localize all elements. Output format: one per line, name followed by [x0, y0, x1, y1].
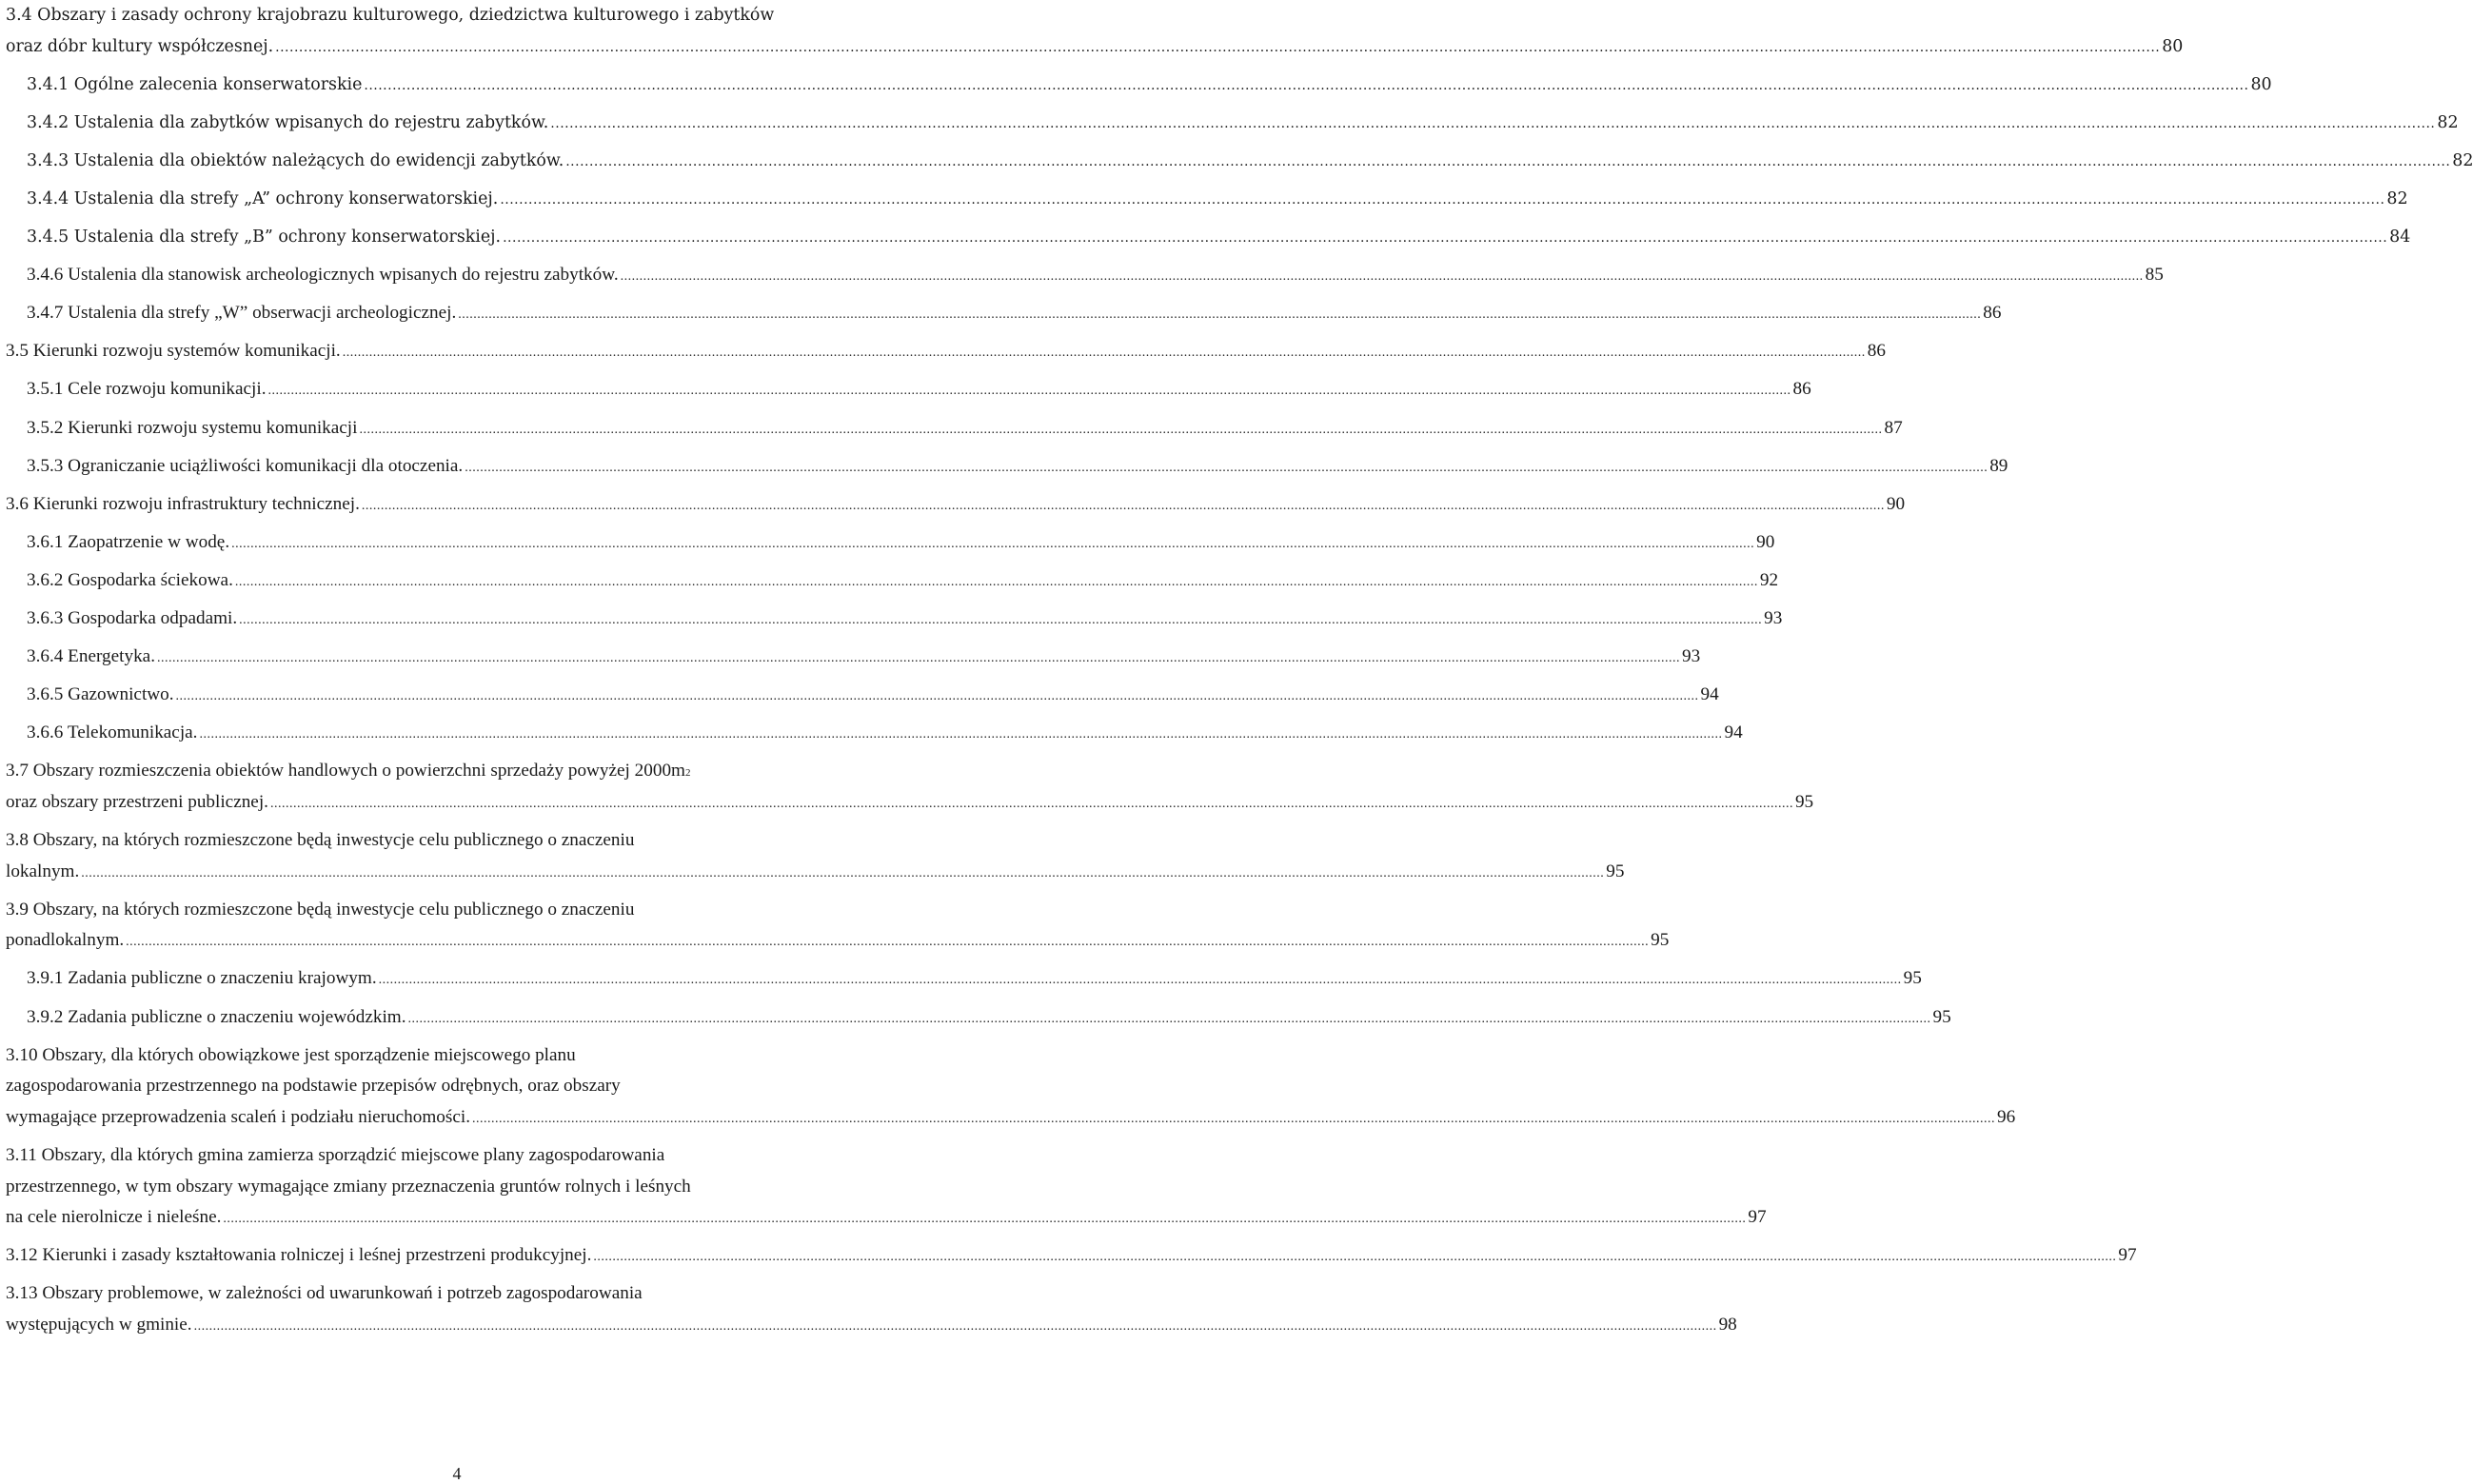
- toc-entry[interactable]: [27, 69, 2272, 101]
- dot-leader: ................................................................................................................................................................................................................................................................................................................................................................................................................: [269, 796, 1793, 811]
- toc-entry-title: 3.10 Obszary, dla których obowiązkowe jest sporządzenie miejscowego planu: [6, 1044, 576, 1065]
- toc-entry-title: 3.7 Obszary rozmieszczenia obiektów handlowych o powierzchni sprzedaży powyżej 2000m: [6, 761, 685, 782]
- toc-entry-line: [6, 1202, 1767, 1234]
- toc-entry-line: [27, 298, 2002, 329]
- toc-page-number: 84: [2389, 228, 2411, 247]
- toc-entry-line: [6, 1040, 910, 1072]
- dot-leader: ................................................................................................................................................................................................................................................................................................................................................................................................................: [126, 935, 1650, 950]
- toc-entry-line: [27, 260, 2164, 291]
- toc-entry-title: 3.6.5 Gazownictwo.: [27, 684, 174, 705]
- toc-entry-line: [27, 451, 2008, 483]
- toc-entry-line: [27, 222, 2411, 253]
- dot-leader: ................................................................................................................................................................................................................................................................................................................................................................................................................: [359, 422, 1883, 437]
- toc-entry-title: 3.5.3 Ograniczanie uciążliwości komunikacji dla otoczenia.: [27, 455, 464, 476]
- toc-entry-line: [6, 787, 1814, 819]
- toc-page-number: 85: [2145, 265, 2164, 286]
- toc-entry-title: 3.13 Obszary problemowe, w zależności od uwarunkowań i potrzeb zagospodarowania: [6, 1283, 643, 1304]
- toc-entry-line: 3.7 Obszary rozmieszczenia obiektów handlowych o powierzchni sprzedaży powyżej 2000m 2: [6, 756, 910, 787]
- toc-entry-line: [6, 1102, 2016, 1134]
- dot-leader: ................................................................................................................................................................................................................................................................................................................................................................................................................: [503, 230, 2388, 247]
- toc-entry-title: 3.12 Kierunki i zasady kształtowania rolniczej i leśnej przestrzeni produkcyjnej.: [6, 1245, 592, 1266]
- toc-entry-title: 3.6.2 Gospodarka ściekowa.: [27, 569, 233, 590]
- toc-entry-title: 3.6.4 Energetyka.: [27, 646, 155, 667]
- toc-page-number: 82: [2437, 112, 2459, 132]
- toc-entry-title: lokalnym.: [6, 861, 80, 881]
- toc-page-number: 94: [1700, 684, 1719, 705]
- toc-entry-line: [27, 108, 2459, 139]
- toc-page-number: 94: [1724, 722, 1743, 743]
- toc-entry-line: [6, 1140, 910, 1172]
- toc-page-number: 95: [1651, 930, 1670, 951]
- toc-page-number: 89: [1989, 455, 2008, 476]
- toc-entry-title: 3.4.4 Ustalenia dla strefy „A” ochrony konserwatorskiej.: [27, 188, 499, 208]
- toc-page-number: 95: [1903, 968, 1922, 989]
- toc-entry-title: wymagające przeprowadzenia scaleń i podziału nieruchomości.: [6, 1106, 470, 1127]
- toc-entry[interactable]: [27, 298, 2002, 329]
- toc-entry-title: 3.6 Kierunki rozwoju infrastruktury technicznej.: [6, 493, 360, 514]
- dot-leader: ................................................................................................................................................................................................................................................................................................................................................................................................................: [472, 1111, 1995, 1126]
- toc-entry-title: 3.9 Obszary, na których rozmieszczone będą inwestycje celu publicznego o znaczeniu: [6, 899, 635, 920]
- dot-leader: ................................................................................................................................................................................................................................................................................................................................................................................................................: [458, 307, 1982, 323]
- toc-entry[interactable]: [6, 1240, 2137, 1272]
- toc-entry-title: 3.5 Kierunki rozwoju systemów komunikacji.: [6, 341, 341, 362]
- toc-entry-line: [27, 69, 2272, 101]
- toc-entry-line: [6, 489, 1906, 521]
- dot-leader: ................................................................................................................................................................................................................................................................................................................................................................................................................: [267, 384, 1791, 399]
- toc-entry-line: [27, 413, 1903, 445]
- toc-page-number: 90: [1886, 493, 1906, 514]
- dot-leader: ................................................................................................................................................................................................................................................................................................................................................................................................................: [565, 153, 2451, 169]
- table-of-contents: [6, 0, 2473, 1348]
- toc-page-number: 95: [1606, 861, 1625, 881]
- toc-entry[interactable]: [6, 336, 1886, 367]
- toc-entry-line: [27, 1002, 1951, 1034]
- toc-entry[interactable]: [6, 489, 1906, 521]
- toc-entry-title: 3.4.2 Ustalenia dla zabytków wpisanych do rejestru zabytków.: [27, 112, 549, 132]
- dot-leader: ................................................................................................................................................................................................................................................................................................................................................................................................................: [157, 651, 1680, 666]
- toc-entry-title: 3.6.6 Telekomunikacja.: [27, 722, 198, 743]
- dot-leader: ................................................................................................................................................................................................................................................................................................................................................................................................................: [342, 346, 1866, 361]
- toc-entry-title: 3.6.3 Gospodarka odpadami.: [27, 608, 238, 628]
- toc-entry-title: oraz obszary przestrzeni publicznej.: [6, 791, 268, 812]
- dot-leader: ................................................................................................................................................................................................................................................................................................................................................................................................................: [275, 39, 2161, 55]
- toc-page-number: 80: [2250, 74, 2272, 94]
- toc-page-number: 97: [1748, 1207, 1767, 1228]
- toc-entry-title: 3.6.1 Zaopatrzenie w wodę.: [27, 531, 230, 552]
- toc-entry-line: [27, 642, 1701, 673]
- dot-leader: ................................................................................................................................................................................................................................................................................................................................................................................................................: [231, 536, 1755, 551]
- dot-leader: ................................................................................................................................................................................................................................................................................................................................................................................................................: [550, 115, 2436, 131]
- toc-entry[interactable]: [27, 565, 1779, 597]
- toc-page-number: 87: [1884, 417, 1903, 438]
- toc-entry[interactable]: [6, 1278, 1737, 1340]
- toc-entry-title: 3.4.6 Ustalenia dla stanowisk archeologicznych wpisanych do rejestru zabytków.: [27, 265, 619, 286]
- toc-entry-title: występujących w gminie.: [6, 1314, 192, 1335]
- toc-entry-line: [6, 925, 1670, 957]
- dot-leader: ................................................................................................................................................................................................................................................................................................................................................................................................................: [378, 973, 1902, 988]
- toc-entry-title: 3.4.1 Ogólne zalecenia konserwatorskie: [27, 74, 363, 94]
- toc-entry-line: [27, 680, 1719, 711]
- toc-entry-line: [27, 565, 1779, 597]
- toc-page-number: 95: [1794, 791, 1814, 812]
- toc-entry[interactable]: [27, 603, 1783, 635]
- toc-entry-line: [6, 1240, 2137, 1272]
- toc-page-number: 82: [2386, 188, 2408, 208]
- toc-entry[interactable]: [27, 260, 2164, 291]
- dot-leader: ................................................................................................................................................................................................................................................................................................................................................................................................................: [364, 77, 2249, 93]
- toc-entry[interactable]: [27, 374, 1811, 406]
- toc-page-number: 96: [1997, 1106, 2016, 1127]
- toc-entry-line: [27, 718, 1743, 749]
- toc-entry[interactable]: [6, 825, 1625, 887]
- toc-entry-title: 3.5.1 Cele rozwoju komunikacji.: [27, 379, 267, 400]
- toc-entry[interactable]: [27, 1002, 1951, 1034]
- toc-entry-title: 3.8 Obszary, na których rozmieszczone będą inwestycje celu publicznego o znaczeniu: [6, 830, 635, 851]
- dot-leader: ................................................................................................................................................................................................................................................................................................................................................................................................................: [193, 1318, 1717, 1334]
- toc-entry[interactable]: [6, 0, 2184, 62]
- toc-page-number: 86: [1867, 341, 1886, 362]
- toc-page-number: 80: [2162, 36, 2184, 56]
- toc-entry-title: 3.4.3 Ustalenia dla obiektów należących do ewidencji zabytków.: [27, 150, 564, 170]
- toc-page-number: 90: [1756, 531, 1775, 552]
- toc-page-number: 93: [1764, 608, 1783, 628]
- toc-entry[interactable]: [6, 895, 1670, 957]
- toc-entry[interactable]: [27, 451, 2008, 483]
- toc-entry-title: ponadlokalnym.: [6, 930, 125, 951]
- toc-entry[interactable]: [27, 718, 1743, 749]
- toc-entry-line: [6, 825, 910, 857]
- toc-page-number: 86: [1983, 303, 2002, 324]
- dot-leader: ................................................................................................................................................................................................................................................................................................................................................................................................................: [81, 865, 1605, 881]
- toc-entry-title: na cele nierolnicze i nieleśne.: [6, 1207, 222, 1228]
- toc-entry-title: 3.5.2 Kierunki rozwoju systemu komunikacji: [27, 417, 358, 438]
- toc-entry-line: [6, 336, 1886, 367]
- toc-entry-line: [6, 1278, 910, 1310]
- toc-entry-line: [6, 31, 2184, 63]
- dot-leader: ................................................................................................................................................................................................................................................................................................................................................................................................................: [465, 460, 1988, 475]
- toc-entry[interactable]: [27, 108, 2459, 139]
- toc-entry-title: zagospodarowania przestrzennego na podstawie przepisów odrębnych, oraz obszary: [6, 1076, 621, 1097]
- toc-page-number: 98: [1718, 1314, 1737, 1335]
- toc-entry-line: [27, 603, 1783, 635]
- toc-entry-title: 3.9.2 Zadania publiczne o znaczeniu wojewódzkim.: [27, 1006, 406, 1027]
- toc-entry[interactable]: [27, 146, 2473, 177]
- toc-entry[interactable]: [27, 527, 1775, 559]
- toc-entry[interactable]: [27, 963, 1922, 995]
- toc-entry[interactable]: [6, 756, 1814, 818]
- toc-page-number: 97: [2118, 1245, 2137, 1266]
- dot-leader: ................................................................................................................................................................................................................................................................................................................................................................................................................: [361, 498, 1885, 513]
- dot-leader: ................................................................................................................................................................................................................................................................................................................................................................................................................: [500, 191, 2385, 208]
- toc-entry[interactable]: [27, 184, 2408, 215]
- page-number: 4: [452, 1464, 462, 1483]
- toc-page-number: 93: [1682, 646, 1701, 667]
- toc-entry-line: [27, 184, 2408, 215]
- toc-entry-line: [6, 1310, 1737, 1341]
- dot-leader: ................................................................................................................................................................................................................................................................................................................................................................................................................: [199, 727, 1723, 742]
- toc-entry-title: 3.4.7 Ustalenia dla strefy „W” obserwacji archeologicznej.: [27, 303, 457, 324]
- toc-entry[interactable]: [6, 1140, 1767, 1234]
- dot-leader: ................................................................................................................................................................................................................................................................................................................................................................................................................: [239, 613, 1763, 627]
- toc-page-number: 95: [1932, 1006, 1951, 1027]
- toc-entry-line: [27, 374, 1811, 406]
- toc-entry-line: [27, 146, 2473, 177]
- toc-entry[interactable]: [6, 1040, 2016, 1134]
- toc-entry[interactable]: [27, 222, 2411, 253]
- toc-entry-line: [6, 895, 910, 926]
- toc-entry-title: 3.4.5 Ustalenia dla strefy „B” ochrony konserwatorskiej.: [27, 228, 502, 247]
- dot-leader: ................................................................................................................................................................................................................................................................................................................................................................................................................: [407, 1011, 1931, 1026]
- toc-entry[interactable]: [27, 413, 1903, 445]
- toc-entry-line: [27, 963, 1922, 995]
- toc-entry-line: [6, 1172, 910, 1203]
- dot-leader: ................................................................................................................................................................................................................................................................................................................................................................................................................: [234, 574, 1758, 589]
- toc-entry-line: [6, 1071, 910, 1102]
- toc-entry[interactable]: [27, 642, 1701, 673]
- toc-entry-title: oraz dóbr kultury współczesnej.: [6, 36, 274, 56]
- toc-entry-line: [6, 0, 910, 31]
- toc-entry[interactable]: [27, 680, 1719, 711]
- toc-entry-line: [27, 527, 1775, 559]
- dot-leader: ................................................................................................................................................................................................................................................................................................................................................................................................................: [620, 269, 2144, 285]
- toc-entry-title: 3.11 Obszary, dla których gmina zamierza sporządzić miejscowe plany zagospodarowania: [6, 1144, 665, 1165]
- toc-page-number: 92: [1759, 569, 1779, 590]
- dot-leader: ................................................................................................................................................................................................................................................................................................................................................................................................................: [223, 1212, 1747, 1227]
- toc-entry-title: przestrzennego, w tym obszary wymagające zmiany przeznaczenia gruntów rolnych i leśnych: [6, 1176, 691, 1197]
- toc-entry-line: [6, 857, 1625, 888]
- toc-page-number: 82: [2452, 150, 2473, 170]
- toc-entry-title: 3.4 Obszary i zasady ochrony krajobrazu kulturowego, dziedzictwa kulturowego i zabytków: [6, 6, 775, 25]
- dot-leader: ................................................................................................................................................................................................................................................................................................................................................................................................................: [593, 1250, 2117, 1265]
- dot-leader: ................................................................................................................................................................................................................................................................................................................................................................................................................: [175, 689, 1699, 704]
- toc-entry-title: 3.9.1 Zadania publiczne o znaczeniu krajowym.: [27, 968, 377, 989]
- toc-page-number: 86: [1792, 379, 1811, 400]
